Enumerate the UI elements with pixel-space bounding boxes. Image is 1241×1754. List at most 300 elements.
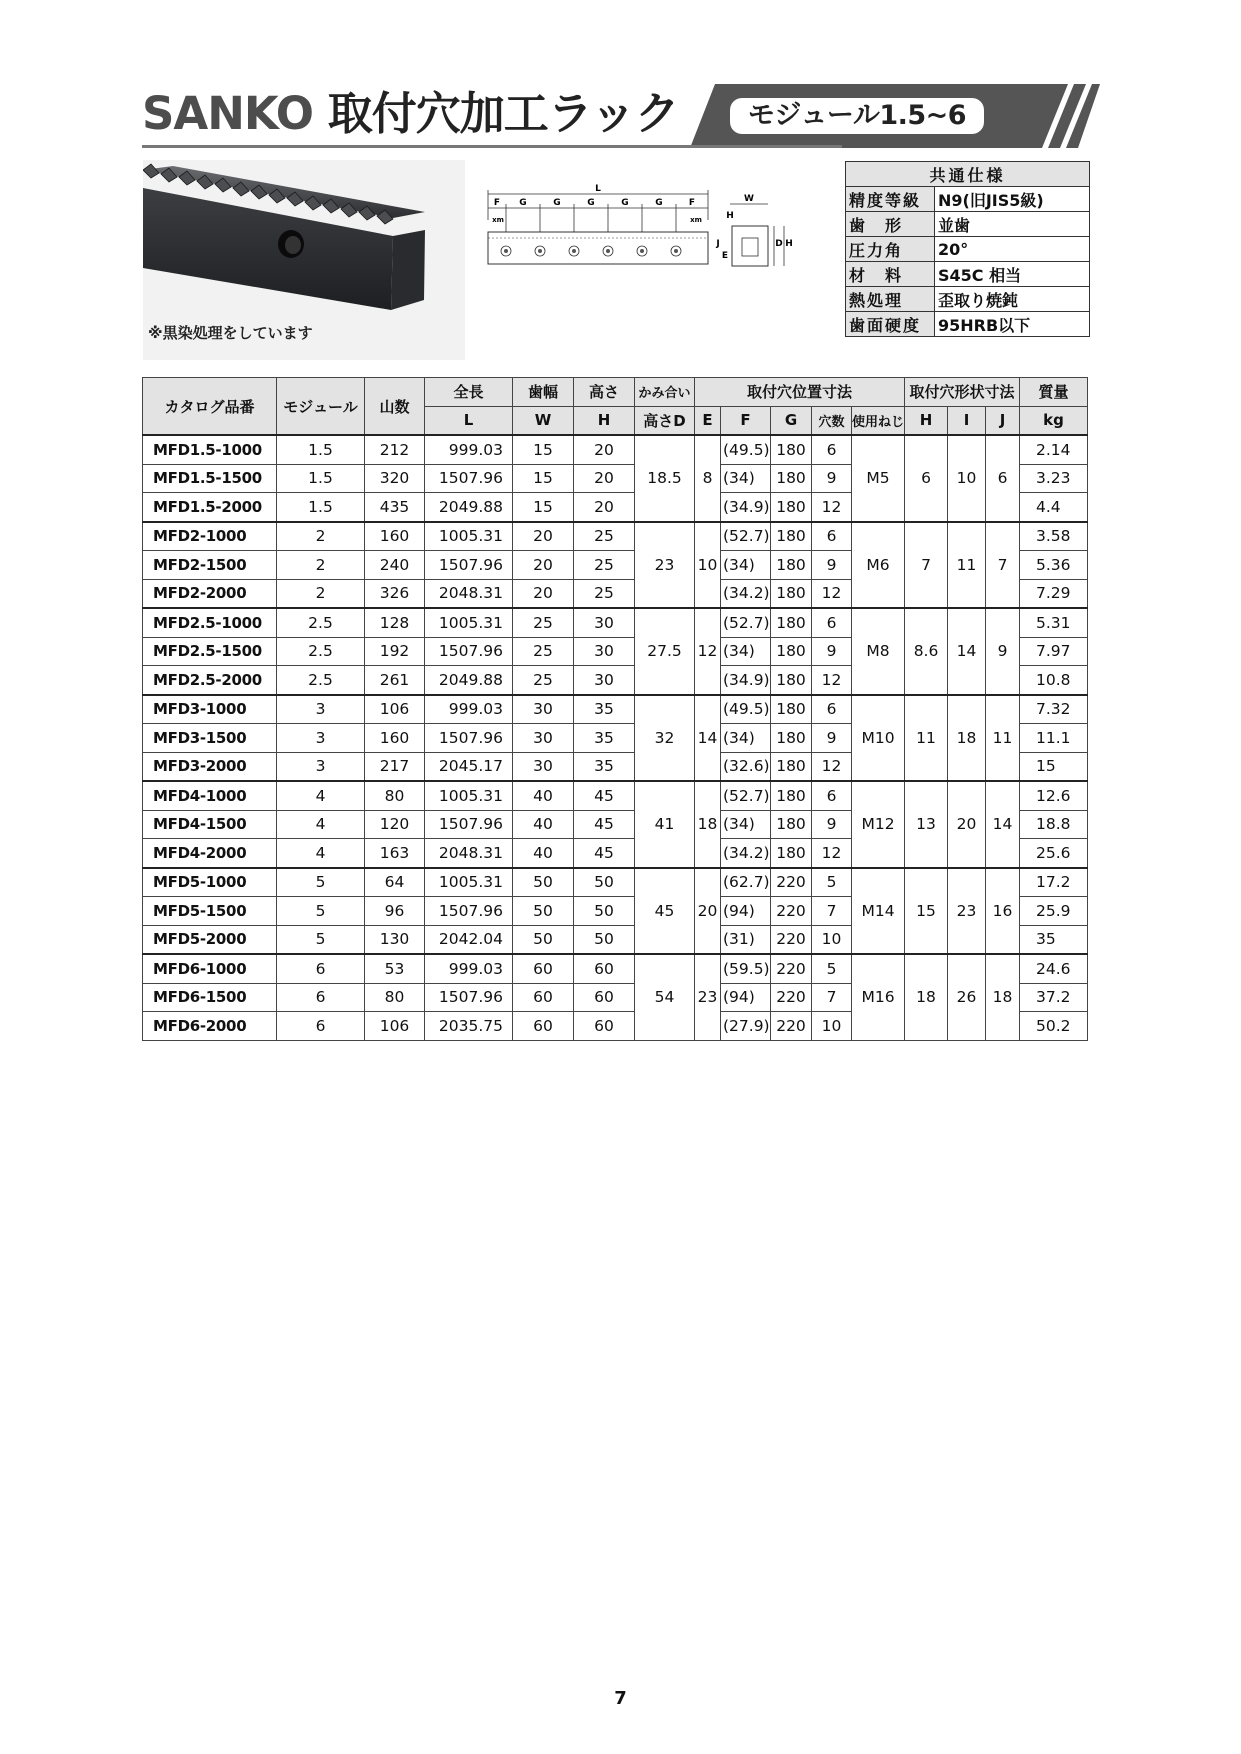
spec-key: 歯面硬度 xyxy=(846,312,935,337)
h-cell: 11 xyxy=(905,695,948,782)
f-cell: (31) xyxy=(721,925,771,954)
spec-value: 並歯 xyxy=(935,212,1090,237)
header-catalog: カタログ品番 xyxy=(143,378,277,436)
teeth-cell: 163 xyxy=(365,839,425,868)
brand-name: SANKO xyxy=(142,87,314,140)
spec-row xyxy=(846,262,1090,287)
mesh-height-cell: 45 xyxy=(635,868,695,955)
i-cell: 18 xyxy=(948,695,986,782)
module-cell: 4 xyxy=(277,810,365,839)
length-cell: 2045.17 xyxy=(425,752,513,781)
header-mesh-unit: 高さD xyxy=(635,406,695,435)
svg-text:xm: xm xyxy=(690,216,702,224)
height-cell: 25 xyxy=(574,522,635,551)
header-width: 歯幅 xyxy=(513,378,574,407)
length-cell: 1005.31 xyxy=(425,522,513,551)
header-underline xyxy=(142,145,842,148)
svg-text:H: H xyxy=(785,239,793,249)
g-cell: 180 xyxy=(771,839,812,868)
catalog-number: MFD2.5-1500 xyxy=(143,637,277,666)
i-cell: 23 xyxy=(948,868,986,955)
i-cell: 26 xyxy=(948,954,986,1040)
catalog-number: MFD6-2000 xyxy=(143,1012,277,1041)
mass-cell: 5.36 xyxy=(1020,551,1088,580)
module-cell: 1.5 xyxy=(277,435,365,464)
hole-count-cell: 5 xyxy=(812,954,852,983)
header-length: 全長 xyxy=(425,378,513,407)
width-cell: 40 xyxy=(513,839,574,868)
length-cell: 1005.31 xyxy=(425,868,513,897)
header-j: J xyxy=(986,406,1020,435)
mass-cell: 4.4 xyxy=(1020,493,1088,522)
screw-cell: M16 xyxy=(852,954,905,1040)
hole-count-cell: 12 xyxy=(812,666,852,695)
length-cell: 1507.96 xyxy=(425,551,513,580)
f-cell: (34) xyxy=(721,464,771,493)
teeth-cell: 212 xyxy=(365,435,425,464)
width-cell: 60 xyxy=(513,954,574,983)
mass-cell: 12.6 xyxy=(1020,781,1088,810)
module-cell: 4 xyxy=(277,839,365,868)
f-cell: (94) xyxy=(721,897,771,926)
width-cell: 30 xyxy=(513,695,574,724)
hole-count-cell: 10 xyxy=(812,1012,852,1041)
dimension-drawing xyxy=(478,180,838,300)
page-header xyxy=(142,84,1100,146)
mass-cell: 15 xyxy=(1020,752,1088,781)
width-cell: 40 xyxy=(513,810,574,839)
length-cell: 999.03 xyxy=(425,695,513,724)
svg-text:xm: xm xyxy=(492,216,504,224)
spec-heading: 共通仕様 xyxy=(846,162,1090,187)
g-cell: 220 xyxy=(771,897,812,926)
catalog-number: MFD5-1000 xyxy=(143,868,277,897)
svg-text:E: E xyxy=(721,251,729,261)
mesh-height-cell: 41 xyxy=(635,781,695,868)
g-cell: 180 xyxy=(771,493,812,522)
j-cell: 7 xyxy=(986,522,1020,609)
teeth-cell: 96 xyxy=(365,897,425,926)
mass-cell: 25.9 xyxy=(1020,897,1088,926)
height-cell: 20 xyxy=(574,493,635,522)
f-cell: (34.2) xyxy=(721,839,771,868)
spec-value: 95HRB以下 xyxy=(935,312,1090,337)
f-cell: (49.5) xyxy=(721,695,771,724)
svg-text:F: F xyxy=(688,198,696,208)
length-cell: 1005.31 xyxy=(425,781,513,810)
height-cell: 35 xyxy=(574,695,635,724)
hole-count-cell: 6 xyxy=(812,695,852,724)
module-cell: 2.5 xyxy=(277,637,365,666)
width-cell: 40 xyxy=(513,781,574,810)
catalog-number: MFD5-1500 xyxy=(143,897,277,926)
g-cell: 180 xyxy=(771,435,812,464)
e-cell: 20 xyxy=(695,868,721,955)
teeth-cell: 320 xyxy=(365,464,425,493)
mesh-height-cell: 54 xyxy=(635,954,695,1040)
f-cell: (62.7) xyxy=(721,868,771,897)
height-cell: 30 xyxy=(574,608,635,637)
g-cell: 180 xyxy=(771,781,812,810)
width-cell: 20 xyxy=(513,551,574,580)
module-cell: 5 xyxy=(277,868,365,897)
e-cell: 18 xyxy=(695,781,721,868)
j-cell: 6 xyxy=(986,435,1020,522)
module-cell: 5 xyxy=(277,897,365,926)
mesh-height-cell: 23 xyxy=(635,522,695,609)
teeth-cell: 130 xyxy=(365,925,425,954)
width-cell: 20 xyxy=(513,579,574,608)
teeth-cell: 240 xyxy=(365,551,425,580)
teeth-cell: 53 xyxy=(365,954,425,983)
h-cell: 8.6 xyxy=(905,608,948,695)
g-cell: 220 xyxy=(771,868,812,897)
g-cell: 220 xyxy=(771,1012,812,1041)
g-cell: 180 xyxy=(771,752,812,781)
width-cell: 25 xyxy=(513,637,574,666)
header-f: F xyxy=(721,406,771,435)
length-cell: 2035.75 xyxy=(425,1012,513,1041)
module-cell: 2 xyxy=(277,522,365,551)
length-cell: 1507.96 xyxy=(425,810,513,839)
header-holes: 穴数 xyxy=(812,406,852,435)
module-cell: 6 xyxy=(277,1012,365,1041)
h-cell: 7 xyxy=(905,522,948,609)
f-cell: (94) xyxy=(721,983,771,1012)
spec-value: 20° xyxy=(935,237,1090,262)
j-cell: 9 xyxy=(986,608,1020,695)
teeth-cell: 120 xyxy=(365,810,425,839)
i-cell: 20 xyxy=(948,781,986,868)
length-cell: 1507.96 xyxy=(425,724,513,753)
teeth-cell: 80 xyxy=(365,781,425,810)
photo-caption: ※黒染処理をしています xyxy=(148,324,313,342)
mesh-height-cell: 18.5 xyxy=(635,435,695,522)
catalog-number: MFD1.5-1500 xyxy=(143,464,277,493)
f-cell: (34.9) xyxy=(721,493,771,522)
hole-count-cell: 9 xyxy=(812,724,852,753)
mesh-height-cell: 27.5 xyxy=(635,608,695,695)
hole-count-cell: 6 xyxy=(812,522,852,551)
j-cell: 18 xyxy=(986,954,1020,1040)
mass-cell: 3.58 xyxy=(1020,522,1088,551)
header-screw: 使用ねじ xyxy=(852,406,905,435)
width-cell: 15 xyxy=(513,464,574,493)
table-row xyxy=(143,781,1088,810)
width-cell: 50 xyxy=(513,897,574,926)
i-cell: 10 xyxy=(948,435,986,522)
i-cell: 14 xyxy=(948,608,986,695)
svg-text:L: L xyxy=(595,184,601,194)
hole-count-cell: 6 xyxy=(812,608,852,637)
header-e: E xyxy=(695,406,721,435)
teeth-cell: 128 xyxy=(365,608,425,637)
table-row xyxy=(143,435,1088,464)
svg-text:G: G xyxy=(655,198,663,208)
width-cell: 30 xyxy=(513,752,574,781)
header-mass: 質量 xyxy=(1020,378,1088,407)
catalog-number: MFD2.5-2000 xyxy=(143,666,277,695)
height-cell: 60 xyxy=(574,954,635,983)
screw-cell: M5 xyxy=(852,435,905,522)
g-cell: 180 xyxy=(771,695,812,724)
h-cell: 6 xyxy=(905,435,948,522)
product-table xyxy=(142,377,1088,1041)
module-cell: 3 xyxy=(277,752,365,781)
screw-cell: M8 xyxy=(852,608,905,695)
catalog-number: MFD2-2000 xyxy=(143,579,277,608)
svg-text:G: G xyxy=(621,198,629,208)
mass-cell: 35 xyxy=(1020,925,1088,954)
height-cell: 60 xyxy=(574,983,635,1012)
f-cell: (49.5) xyxy=(721,435,771,464)
hole-count-cell: 12 xyxy=(812,752,852,781)
mesh-height-cell: 32 xyxy=(635,695,695,782)
width-cell: 60 xyxy=(513,983,574,1012)
hole-count-cell: 12 xyxy=(812,493,852,522)
f-cell: (34.2) xyxy=(721,579,771,608)
header-mass-unit: kg xyxy=(1020,406,1088,435)
width-cell: 60 xyxy=(513,1012,574,1041)
height-cell: 50 xyxy=(574,925,635,954)
header-mount-position: 取付穴位置寸法 xyxy=(695,378,905,407)
product-table-body xyxy=(143,435,1088,1040)
h-cell: 13 xyxy=(905,781,948,868)
length-cell: 1507.96 xyxy=(425,897,513,926)
spec-key: 精度等級 xyxy=(846,187,935,212)
length-cell: 2042.04 xyxy=(425,925,513,954)
header-i: I xyxy=(948,406,986,435)
catalog-number: MFD3-2000 xyxy=(143,752,277,781)
module-cell: 3 xyxy=(277,724,365,753)
hole-count-cell: 7 xyxy=(812,897,852,926)
e-cell: 23 xyxy=(695,954,721,1040)
e-cell: 12 xyxy=(695,608,721,695)
teeth-cell: 64 xyxy=(365,868,425,897)
mass-cell: 7.29 xyxy=(1020,579,1088,608)
mass-cell: 25.6 xyxy=(1020,839,1088,868)
page-title xyxy=(142,84,679,144)
g-cell: 220 xyxy=(771,983,812,1012)
width-cell: 30 xyxy=(513,724,574,753)
j-cell: 14 xyxy=(986,781,1020,868)
f-cell: (52.7) xyxy=(721,608,771,637)
e-cell: 14 xyxy=(695,695,721,782)
catalog-number: MFD2-1000 xyxy=(143,522,277,551)
table-row xyxy=(143,522,1088,551)
header-g: G xyxy=(771,406,812,435)
f-cell: (34.9) xyxy=(721,666,771,695)
spec-row xyxy=(846,187,1090,212)
f-cell: (52.7) xyxy=(721,522,771,551)
catalog-number: MFD2.5-1000 xyxy=(143,608,277,637)
g-cell: 180 xyxy=(771,464,812,493)
mass-cell: 7.32 xyxy=(1020,695,1088,724)
length-cell: 1507.96 xyxy=(425,464,513,493)
width-cell: 25 xyxy=(513,666,574,695)
teeth-cell: 160 xyxy=(365,522,425,551)
catalog-number: MFD3-1000 xyxy=(143,695,277,724)
height-cell: 45 xyxy=(574,781,635,810)
header-width-unit: W xyxy=(513,406,574,435)
teeth-cell: 160 xyxy=(365,724,425,753)
g-cell: 180 xyxy=(771,522,812,551)
g-cell: 180 xyxy=(771,666,812,695)
g-cell: 180 xyxy=(771,579,812,608)
length-cell: 2048.31 xyxy=(425,579,513,608)
g-cell: 180 xyxy=(771,608,812,637)
module-cell: 2.5 xyxy=(277,666,365,695)
catalog-number: MFD1.5-2000 xyxy=(143,493,277,522)
svg-text:G: G xyxy=(553,198,561,208)
length-cell: 999.03 xyxy=(425,435,513,464)
mass-cell: 10.8 xyxy=(1020,666,1088,695)
height-cell: 20 xyxy=(574,464,635,493)
teeth-cell: 217 xyxy=(365,752,425,781)
header-mount-shape: 取付穴形状寸法 xyxy=(905,378,1020,407)
width-cell: 15 xyxy=(513,493,574,522)
g-cell: 180 xyxy=(771,637,812,666)
f-cell: (34) xyxy=(721,551,771,580)
svg-text:W: W xyxy=(744,194,754,204)
height-cell: 45 xyxy=(574,839,635,868)
height-cell: 45 xyxy=(574,810,635,839)
length-cell: 1507.96 xyxy=(425,637,513,666)
module-cell: 2.5 xyxy=(277,608,365,637)
length-cell: 1507.96 xyxy=(425,983,513,1012)
spec-value: 歪取り焼鈍 xyxy=(935,287,1090,312)
module-range-badge: モジュール1.5~6 xyxy=(730,98,984,134)
header-teeth: 山数 xyxy=(365,378,425,436)
svg-text:F: F xyxy=(493,198,501,208)
teeth-cell: 261 xyxy=(365,666,425,695)
hole-count-cell: 7 xyxy=(812,983,852,1012)
header-mesh: かみ合い xyxy=(635,378,695,407)
module-cell: 4 xyxy=(277,781,365,810)
product-title: 取付穴加工ラック xyxy=(327,87,679,140)
mass-cell: 17.2 xyxy=(1020,868,1088,897)
width-cell: 25 xyxy=(513,608,574,637)
hole-count-cell: 6 xyxy=(812,435,852,464)
width-cell: 15 xyxy=(513,435,574,464)
teeth-cell: 435 xyxy=(365,493,425,522)
f-cell: (59.5) xyxy=(721,954,771,983)
mass-cell: 2.14 xyxy=(1020,435,1088,464)
f-cell: (32.6) xyxy=(721,752,771,781)
mass-cell: 7.97 xyxy=(1020,637,1088,666)
screw-cell: M10 xyxy=(852,695,905,782)
table-row xyxy=(143,695,1088,724)
i-cell: 11 xyxy=(948,522,986,609)
width-cell: 20 xyxy=(513,522,574,551)
header-height-unit: H xyxy=(574,406,635,435)
common-spec-table xyxy=(845,161,1090,337)
catalog-number: MFD2-1500 xyxy=(143,551,277,580)
table-row xyxy=(143,954,1088,983)
height-cell: 30 xyxy=(574,637,635,666)
height-cell: 35 xyxy=(574,724,635,753)
spec-row xyxy=(846,312,1090,337)
height-cell: 30 xyxy=(574,666,635,695)
mass-cell: 24.6 xyxy=(1020,954,1088,983)
svg-text:D: D xyxy=(775,239,783,249)
mass-cell: 11.1 xyxy=(1020,724,1088,753)
catalog-number: MFD4-1500 xyxy=(143,810,277,839)
spec-key: 歯 形 xyxy=(846,212,935,237)
hole-count-cell: 6 xyxy=(812,781,852,810)
j-cell: 11 xyxy=(986,695,1020,782)
header-height: 高さ xyxy=(574,378,635,407)
hole-count-cell: 9 xyxy=(812,637,852,666)
hole-count-cell: 12 xyxy=(812,579,852,608)
length-cell: 2048.31 xyxy=(425,839,513,868)
f-cell: (34) xyxy=(721,637,771,666)
height-cell: 20 xyxy=(574,435,635,464)
hole-count-cell: 9 xyxy=(812,551,852,580)
height-cell: 25 xyxy=(574,579,635,608)
length-cell: 2049.88 xyxy=(425,666,513,695)
mass-cell: 50.2 xyxy=(1020,1012,1088,1041)
spec-row xyxy=(846,212,1090,237)
catalog-number: MFD6-1000 xyxy=(143,954,277,983)
hole-count-cell: 9 xyxy=(812,464,852,493)
catalog-number: MFD4-2000 xyxy=(143,839,277,868)
g-cell: 220 xyxy=(771,925,812,954)
page-number: 7 xyxy=(614,1688,627,1709)
width-cell: 50 xyxy=(513,925,574,954)
table-row xyxy=(143,868,1088,897)
mass-cell: 18.8 xyxy=(1020,810,1088,839)
catalog-number: MFD4-1000 xyxy=(143,781,277,810)
spec-key: 熱処理 xyxy=(846,287,935,312)
spec-row xyxy=(846,287,1090,312)
module-cell: 6 xyxy=(277,983,365,1012)
length-cell: 1005.31 xyxy=(425,608,513,637)
height-cell: 25 xyxy=(574,551,635,580)
height-cell: 50 xyxy=(574,897,635,926)
e-cell: 10 xyxy=(695,522,721,609)
screw-cell: M12 xyxy=(852,781,905,868)
mass-cell: 37.2 xyxy=(1020,983,1088,1012)
height-cell: 60 xyxy=(574,1012,635,1041)
f-cell: (34) xyxy=(721,810,771,839)
j-cell: 16 xyxy=(986,868,1020,955)
g-cell: 220 xyxy=(771,954,812,983)
header-length-unit: L xyxy=(425,406,513,435)
module-cell: 1.5 xyxy=(277,464,365,493)
e-cell: 8 xyxy=(695,435,721,522)
module-cell: 5 xyxy=(277,925,365,954)
hole-count-cell: 9 xyxy=(812,810,852,839)
h-cell: 18 xyxy=(905,954,948,1040)
spec-value: N9(旧JIS5級) xyxy=(935,187,1090,212)
svg-text:J: J xyxy=(716,239,720,249)
table-row xyxy=(143,608,1088,637)
teeth-cell: 192 xyxy=(365,637,425,666)
hole-count-cell: 10 xyxy=(812,925,852,954)
header-module: モジュール xyxy=(277,378,365,436)
header-h: H xyxy=(905,406,948,435)
g-cell: 180 xyxy=(771,810,812,839)
mass-cell: 5.31 xyxy=(1020,608,1088,637)
catalog-number: MFD1.5-1000 xyxy=(143,435,277,464)
hole-count-cell: 5 xyxy=(812,868,852,897)
f-cell: (34) xyxy=(721,724,771,753)
hole-count-cell: 12 xyxy=(812,839,852,868)
length-cell: 2049.88 xyxy=(425,493,513,522)
height-cell: 50 xyxy=(574,868,635,897)
length-cell: 999.03 xyxy=(425,954,513,983)
